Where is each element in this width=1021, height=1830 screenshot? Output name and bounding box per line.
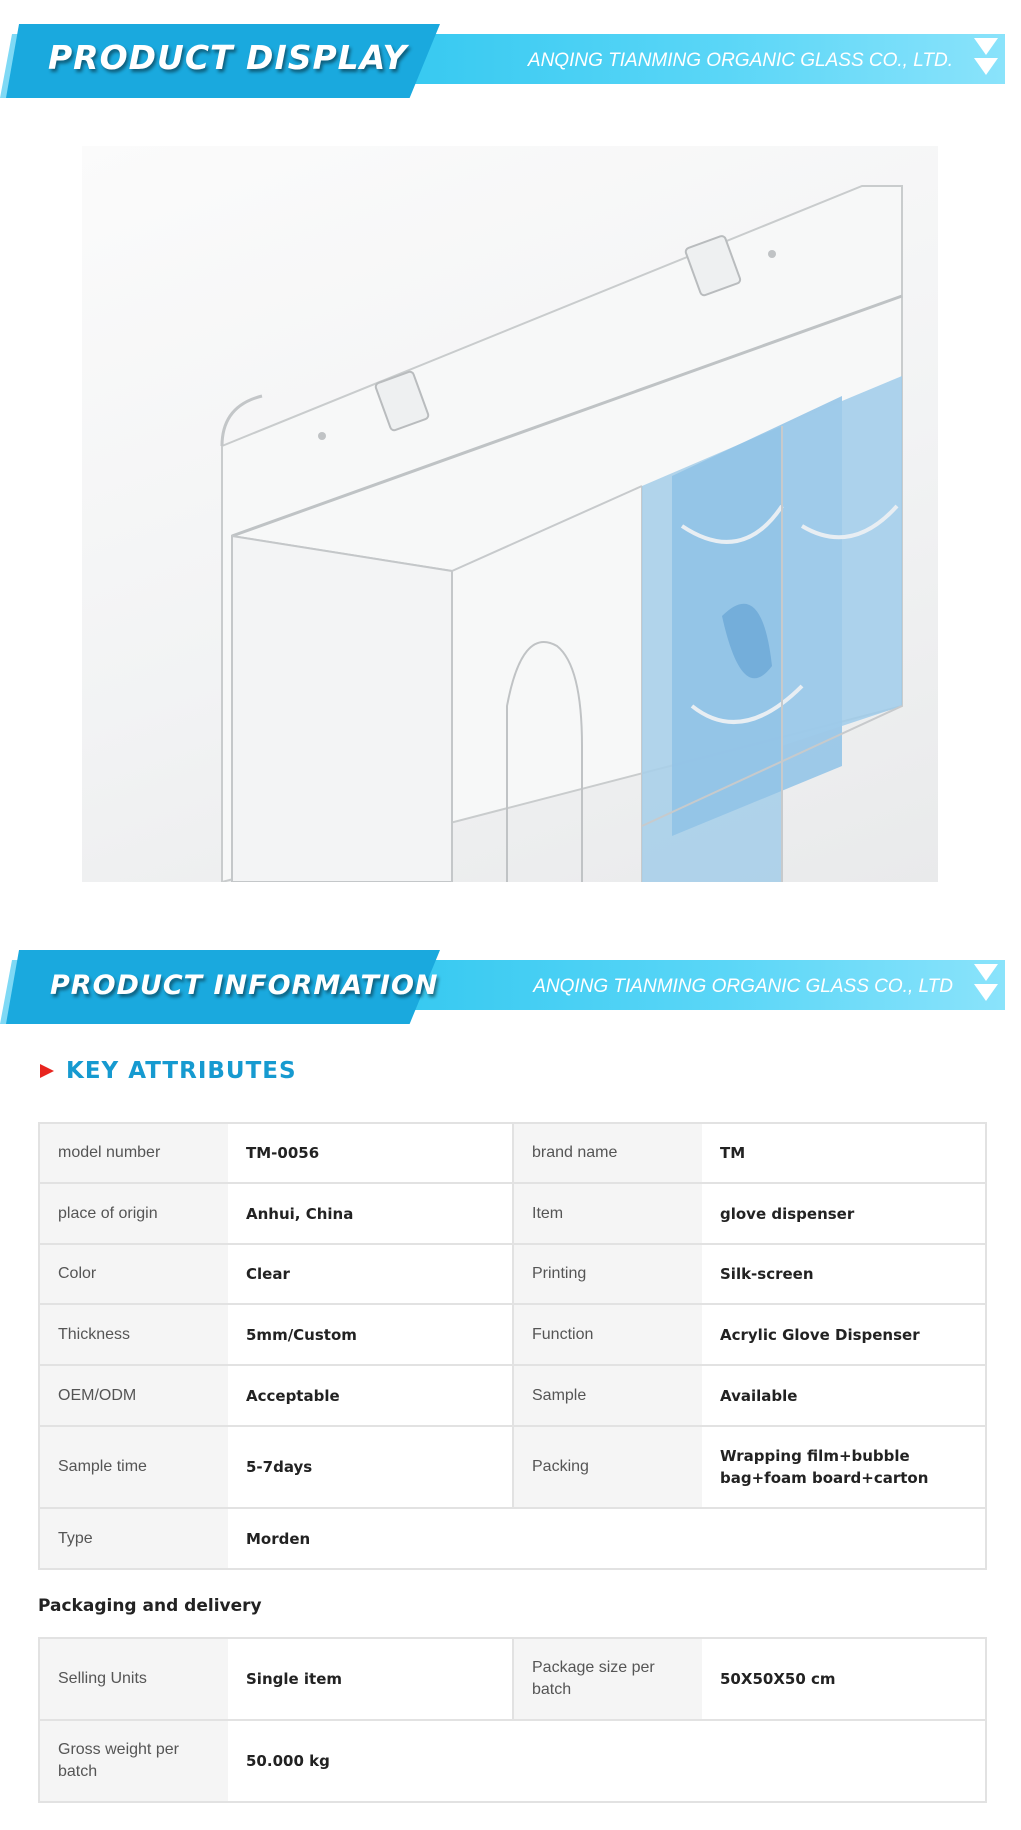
attr-value: Morden (228, 1508, 513, 1569)
table-row (39, 1426, 986, 1508)
double-chevron-down-icon (973, 38, 999, 82)
attr-empty (702, 1508, 986, 1569)
table-row (39, 1183, 986, 1244)
product-photo (82, 146, 938, 882)
attr-value: Available (702, 1365, 986, 1426)
key-attributes-heading (40, 1053, 297, 1089)
table-row (39, 1304, 986, 1365)
attr-key: brand name (513, 1123, 702, 1183)
attr-key: Sample (513, 1365, 702, 1426)
attr-value: Acceptable (228, 1365, 513, 1426)
attr-value: Wrapping film+bubble bag+foam board+carton (702, 1426, 986, 1508)
acrylic-glove-dispenser-icon (82, 146, 938, 882)
arrow-right-icon (40, 1064, 54, 1078)
product-information-banner (0, 950, 1021, 1020)
attr-value: Silk-screen (702, 1244, 986, 1304)
attr-value: 50X50X50 cm (702, 1638, 986, 1720)
attr-value: Anhui, China (228, 1183, 513, 1244)
table-row (39, 1720, 986, 1802)
table-row (39, 1365, 986, 1426)
attr-key: Package size per batch (513, 1638, 702, 1720)
banner-title: PRODUCT INFORMATION (50, 970, 439, 1001)
attr-key: Item (513, 1183, 702, 1244)
attr-value: Single item (228, 1638, 513, 1720)
attr-value: 5-7days (228, 1426, 513, 1508)
attr-empty (513, 1720, 702, 1802)
attr-value: Clear (228, 1244, 513, 1304)
attr-value: 50.000 kg (228, 1720, 513, 1802)
table-row (39, 1638, 986, 1720)
attr-empty (702, 1720, 986, 1802)
banner-title: PRODUCT DISPLAY (48, 38, 408, 77)
attr-key: Color (39, 1244, 228, 1304)
attr-value: 5mm/Custom (228, 1304, 513, 1365)
product-display-banner (0, 24, 1021, 94)
table-row (39, 1244, 986, 1304)
table-row (39, 1508, 986, 1569)
attr-key: Sample time (39, 1426, 228, 1508)
double-chevron-down-icon (973, 964, 999, 1008)
attr-key: place of origin (39, 1183, 228, 1244)
attr-empty (513, 1508, 702, 1569)
packaging-heading: Packaging and delivery (38, 1596, 262, 1616)
attr-key: model number (39, 1123, 228, 1183)
banner-company: ANQING TIANMING ORGANIC GLASS CO., LTD. (527, 50, 953, 71)
attr-key: Gross weight per batch (39, 1720, 228, 1802)
attr-value: Acrylic Glove Dispenser (702, 1304, 986, 1365)
attr-key: OEM/ODM (39, 1365, 228, 1426)
banner-company: ANQING TIANMING ORGANIC GLASS CO., LTD (533, 976, 953, 997)
attr-key: Type (39, 1508, 228, 1569)
table-row (39, 1123, 986, 1183)
attr-key: Packing (513, 1426, 702, 1508)
attr-key: Printing (513, 1244, 702, 1304)
attr-value: glove dispenser (702, 1183, 986, 1244)
attr-key: Function (513, 1304, 702, 1365)
attr-value: TM-0056 (228, 1123, 513, 1183)
attr-key: Selling Units (39, 1638, 228, 1720)
key-attributes-title: KEY ATTRIBUTES (66, 1058, 297, 1084)
attr-value: TM (702, 1123, 986, 1183)
packaging-table (38, 1637, 987, 1803)
attr-key: Thickness (39, 1304, 228, 1365)
key-attributes-table (38, 1122, 987, 1570)
